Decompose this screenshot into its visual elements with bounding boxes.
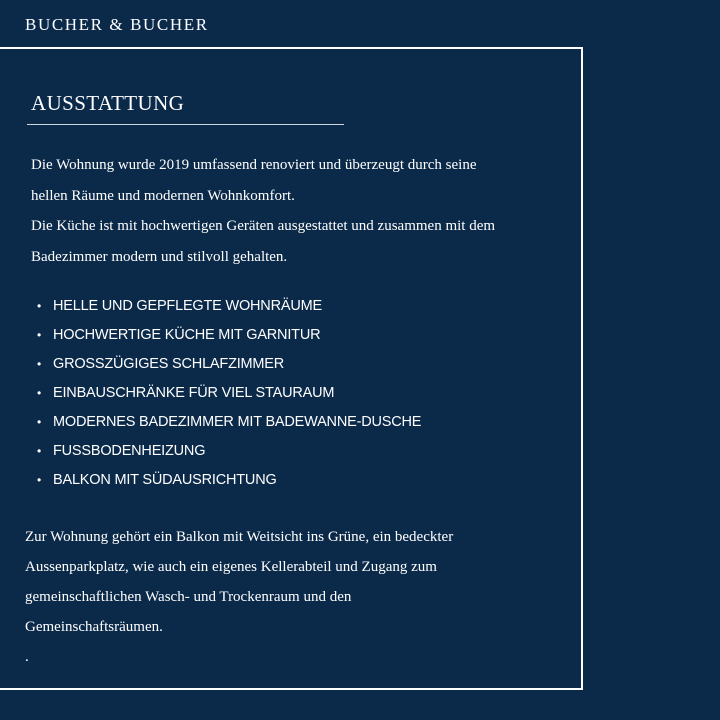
bullet-icon: • — [37, 473, 42, 487]
feature-item — [37, 466, 421, 495]
feature-label: MODERNES BADEZIMMER MIT BADEWANNE-DUSCHE — [53, 414, 422, 430]
feature-label: FUSSBODENHEIZUNG — [53, 443, 206, 459]
feature-label: HOCHWERTIGE KÜCHE MIT GARNITUR — [53, 327, 321, 343]
title-underline — [27, 124, 344, 125]
outro-line: Gemeinschaftsräumen. — [25, 619, 163, 635]
outro-line: gemeinschaftlichen Wasch- und Trockenraum und den — [25, 589, 352, 605]
intro-line: Badezimmer modern und stilvoll gehalten. — [31, 248, 288, 265]
feature-item — [37, 379, 421, 408]
feature-item — [37, 408, 421, 437]
bullet-icon: • — [37, 444, 42, 458]
section-title: AUSSTATTUNG — [31, 91, 185, 115]
feature-label: BALKON MIT SÜDAUSRICHTUNG — [53, 472, 277, 488]
feature-item — [37, 437, 421, 466]
outro-line: Zur Wohnung gehört ein Balkon mit Weitsicht ins Grüne, ein bedeckter — [25, 529, 454, 545]
intro-line: Die Wohnung wurde 2019 umfassend renoviert und überzeugt durch seine — [31, 157, 477, 173]
feature-item — [37, 292, 421, 321]
bullet-icon: • — [37, 299, 42, 313]
feature-label: HELLE UND GEPFLEGTE WOHNRÄUME — [53, 298, 322, 314]
brand-logo: BUCHER & BUCHER — [25, 15, 209, 34]
intro-line: hellen Räume und modernen Wohnkomfort. — [31, 187, 295, 204]
feature-label: EINBAUSCHRÄNKE FÜR VIEL STAURAUM — [53, 385, 335, 401]
feature-item — [37, 350, 421, 379]
intro-line: Die Küche ist mit hochwertigen Geräten ausgestattet und zusammen mit dem — [31, 218, 496, 234]
feature-item — [37, 321, 421, 350]
outro-line: Aussenparkplatz, wie auch ein eigenes Kellerabteil und Zugang zum — [25, 559, 437, 575]
feature-label: GROSSZÜGIGES SCHLAFZIMMER — [53, 356, 285, 372]
bullet-icon: • — [37, 415, 42, 429]
bullet-icon: • — [37, 386, 42, 400]
bullet-icon: • — [37, 328, 42, 342]
feature-list — [37, 292, 421, 495]
outro-text — [25, 522, 565, 672]
intro-text — [31, 150, 571, 272]
outro-line: . — [25, 649, 29, 665]
bullet-icon: • — [37, 357, 42, 371]
